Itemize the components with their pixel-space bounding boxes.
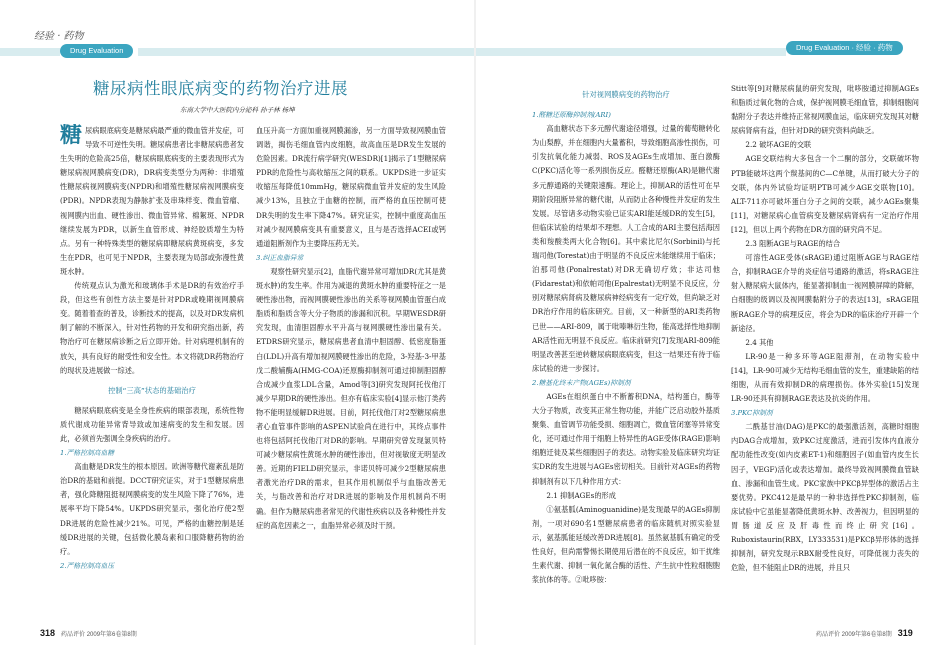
sub-subsection-heading: 2.4 其他	[745, 337, 774, 347]
article-authors: 东南大学中大医院内分泌科 孙子林 杨坤	[180, 106, 295, 114]
page-spine	[474, 0, 476, 645]
subsection-heading: 1.醛糖还原酶抑制剂(ARI)	[532, 111, 611, 120]
subsection-heading: 2.糖基化终末产物(AGEs)抑制剂	[532, 378, 631, 387]
header-band-mid-right	[476, 48, 786, 56]
paragraph: LR-90是一种多环等AGE阻滞剂，在动物实验中[14]，LR-90可减少无结构毛细血管的发生，重建缺陷的结细胞，从而有效抑制DR的病理损伤。体外实验[15]发现LR-90还具有抑制RAGE表达及抗炎的作用。	[731, 351, 919, 404]
paragraph: 尿病眼底病变是糖尿病最严重的微血管并发症，可导致不可逆性失明。糖尿病患者比非糖尿病患者发生失明的危险高25倍，糖尿病眼底病变的主要表现形式为糖尿病视网膜病变(DR)，DR病变类型分为两种：非增殖性糖尿病视网膜病变(NPDR)和增殖性糖尿病视网膜病变(PDR)。NPDR表现为静脉扩张及串珠样变、微血管瘤、视网膜内出血、硬性渗出、微血管异常、棉絮斑、NPDR继续发展为PDR，以新生血管形成、神经胶质增生为特点。另有一种特殊类型的糖尿病即糖尿病黄斑病变，多发生在PDR，也可见于NPDR，主要表现为局部或弥漫性黄斑水肿。	[60, 126, 244, 276]
paragraph: 二酰基甘油(DAG)是PKC的最强激活剂，高糖时细胞内DAG合成增加，致PKC过度激活，进而引发体内血液分配功能性改变(如内皮素ET-1)和细胞因子(如血管内皮生长因子，VEGF)活化或表达增加。最终导致视网膜微血管缺血、渗漏和血管生成。PKC家族中PKCβ异型体的激活占主要优势。PKC412是最早的一种非选择性PKC抑制剂，临床试验中它虽能显著降低黄斑水肿、改善视力，但因明显的胃肠道反应及肝毒性而终止研究[16]。Ruboxistaurin(RBX，LY333531)是PKCβ异形体的选择抑制剂，研究发现示RBX耐受性良好，可降低视力丧失的危险，但不能阻止DR的进展，并且只	[731, 422, 919, 573]
paragraph: 高血糖是DR发生的根本原因。欧洲等糖代谢紊乱是防治DR的基础和前提。DCCT研究证实，对于1型糖尿病患者，强化降糖阻挺视网膜病变的发生风险下降了76%，进展率平均下降54%。UKPDS研究显示，强化治疗使2型DR进展的危险性减少21%。可见，严格的血糖控制是延缓DR进展的关键，包括微化膜岛素和口服降糖药物的治疗。	[60, 462, 244, 556]
text-column-2	[256, 124, 446, 614]
sub-subsection-heading: 2.2 破坏AGE的交联	[745, 140, 812, 150]
drop-cap: 糖	[60, 124, 83, 148]
header-band-mid-left	[138, 48, 474, 56]
page-number-right: 319	[897, 628, 913, 638]
footer-right	[816, 628, 919, 638]
paragraph: 高血糖状态下多元醇代谢途径增强，过量的葡萄糖转化为山梨醇，并在细胞内大量蓄积，导致细胞高渗性损伤，可引发抗氧化能力减弱、ROS及AGEs生成增加、蛋白激酶C(PKC)活化等一系列损伤反应。醛糖还原酶(AR)是糖代谢多元醇通路的关键限速酶。理论上，抑制AR的活性可在早期阶段阻断异常的糖代谢，从而防止各种慢性并发症的发生发展。尽管诸多动物实验已证实ARI能延缓DR的发生[5]，但临床试验的结果却不理想。人工合成的ARI主要包括海因类和羧酸类两大化合物[6]。其中索比尼尔(Sorbinil)与托瑞司他(Torestat)由于明显的不良反应未能继续用于临床；泊那司他(Ponalrestat)对DR无确切疗效；非达司他(Fidarestat)和依帕司他(Epalrestat)无明显不良反应，分别对糖尿病肾病及糖尿病神经病变有一定疗效，但尚缺乏对DR治疗作用的临床研究。目前，又一种新型的ARI类药物已世——ARI-809，属于吡嗪啉衍生物，能高选择性地抑制AR活性而无明显不良反应。临床前研究[7]发现ARI-809能明显改善甚至逆转糖尿病眼底病变，但这一结果还有待于临床试验的进一步探讨。	[532, 124, 720, 373]
journal-info-left: 药品评价 2009年第6卷第8期	[61, 632, 137, 638]
subsection-heading: 2.严格控制高血压	[60, 561, 115, 570]
journal-info-right: 药品评价 2009年第6卷第8期	[816, 632, 892, 638]
paragraph: 糖尿病眼底病变是全身性疾病的眼部表现，系统性物质代谢成功能异常背导致或加速病变的发生和发展。因此，必须首先强调全身疾病的治疗。	[60, 405, 244, 443]
subsection-heading: 1.严格控制高血糖	[60, 449, 115, 458]
footer-left	[34, 628, 137, 638]
paragraph: 可溶性AGE受体(sRAGE)通过阻断AGE与RAGE结合，抑制RAGE介导的炎症信号通路的激活，将sRAGE注射入糖尿病大鼠体内，能显著抑制血一视网膜屏障的降解，白细胞的级调以及视网膜黏附分子的表达[13]，sRAGE阻断RAGE介导的病理反应，将会为DR的临床治疗开辟一个新途径。	[731, 253, 919, 333]
text-column-1	[60, 124, 244, 614]
paragraph: 传统观点认为激光和玻璃体手术是DR的有效治疗手段，但这些有创性方法主要是针对PDR或晚期视网膜病变。随着着查的普及，诊断技术的提高，以及对DR发病机制了解的不断深入，针对性药物的开发和研究指出新，药物治疗可在糖尿病诊断之后立即开始。针对病理机制有的放矢，具有良好的耐受性和安全性。本文将就DR药物治疗的现状及进展做一综述。	[60, 281, 244, 375]
article-title: 糖尿病性眼底病变的药物治疗进展	[93, 79, 348, 98]
header-band-left	[0, 48, 60, 56]
sub-subsection-heading: 2.3 阻断AGE与RAGE的结合	[745, 239, 841, 249]
text-column-3	[532, 82, 720, 614]
paragraph: Stitt等[9]对糖尿病鼠的研究发现，吡哆胺通过抑制AGEs和脂质过氧化物的合成，保护视网膜毛细血管，抑制细胞间黏附分子表达并维持正常视网膜血运，临床研究发现其对糖尿病肾病有益，但针对DR的研究资料尚缺乏。	[731, 84, 919, 136]
sub-subsection-heading: 2.1 抑制AGEs的形成	[546, 490, 616, 500]
subsection-heading: 3.PKC抑制剂	[731, 409, 773, 418]
text-column-4	[731, 82, 919, 614]
paragraph: 血压升高一方面加重视网膜漏渗，另一方面导致视网膜血管调谐，揭伤毛细血管内皮细胞，故高血压是DR发生发展的危险因素。DR流行病学研究(WESDR)[1]揭示了1型糖尿病PDR的危险性与高收缩压之间的联系。UKPDS进一步证实收缩压每降低10mmHg，糖尿病微血管并发症的发生风险减少13%，且独立于血糖的控制，而严格的血压控制可使DR失明的发生率下降47%。研究证实，控制中重度高血压对减少视网膜病变具有重要意义，且与是否选择ACEI或钙通道阻断剂作为主要降压药无关。	[256, 126, 446, 248]
paragraph: 观察性研究显示[2]，血脂代谢异常可增加DR(尤其是黄斑水肿)的发生率。作用为减退的黄斑水肿的重要特征之一是硬性渗出物，而视网膜硬性渗出的关系等视网膜血管蛋白成脂质和脂质含等大分子物质的渗漏和沉积。早期WESDR研究发现，血清胆固醇水平升高与视网膜硬性渗出量有关。ETDRS研究显示，糖尿病患者血清中胆固醇、低密度脂蛋白(LDL)升高有增加视网膜硬性渗出的危险，3-羟基-3-甲基戊二酸辅酶A(HMG-COA)还原酶抑制剂可通过抑制胆固醇合成减少血浆LDL含量，Amod等[3]研究发现阿托伐他汀减少早期DR的硬性渗出。但亦有临床实验[4]显示他汀类药物不能明显缓解DR进展。目前，阿托伐他汀对2型糖尿病患者心血管事件影响的ASPEN试验尚在进行中，其终点事件也将包括阿托伐他汀对DR的影响。早期研究曾发现氯贝特可减少糖尿病性黄斑水肿的硬性渗出，但对视敏度无明显改善。近期的FIELD研究显示，非诺贝特可减少2型糖尿病患者激光治疗DR的需求，但其作用机制似乎与血脂改善无关，与脂改善和治疗对DR进展的影响及作用机制尚不明确。但作为糖尿病患者常见的代谢性疾病以及各种慢性并发症的高危因素之一，血脂异常必须及时干预。	[256, 266, 446, 530]
section-brand: 经验 · 药物	[34, 31, 84, 42]
subsection-heading: 3.纠正血脂异常	[256, 253, 304, 262]
section-heading: 针对视网膜病变的药物治疗	[582, 90, 670, 99]
section-heading: 控制“三高”状态的基础治疗	[108, 385, 196, 395]
paragraph: AGEs在组织蛋白中不断蓄积DNA，结构蛋白，酶等大分子物质，改变其正常生物功能，并能广泛启动胶外基质聚集、血管调节功能受损、细胞凋亡，微血管闭塞等异常变化，还可通过作用于细胞上特异性的AGE受体(RAGE)影响细胞迁徙及某些细胞因子的表达。动物实验及临床研究均证实DR的发生进展与AGEs密切相关。目前针对AGEs的药物抑制剂有以下几种作用方式：	[532, 391, 720, 486]
paragraph: AGE交联结构大多包含一个二酮的部分，交联破坏物PTB能破坏这两个羰基间的C—C单键，从而打破大分子的交联，体内外试验均证明PTB可减少AGE交联物[10]。ALT-711亦可破坏蛋白分子之间的交联，减少AGEs聚集[11]，对糖尿病心血管病变及糖尿病肾病有一定治疗作用[12]，但以上两个药物在DR方面的研究尚不足。	[731, 154, 919, 234]
paragraph: ①氨基胍(Aminoguanidine)是发现最早的AGEs抑制剂，一项对690名1型糖尿病患者的临床随机对照实验显示，氨基胍能延缓改善DR进展[8]。虽然氨基胍有确定的受性良好，但尚需警惕长期使用后潜在的不良反应，如干扰维生素代谢、抑制一氧化氮合酶的活性、产生抗中性粒细胞胞浆抗体的等。②吡哆胺：	[532, 504, 720, 585]
page-number-left: 318	[40, 628, 56, 638]
section-pill-left: Drug Evaluation	[60, 44, 133, 58]
section-pill-right: Drug Evaluation · 经验 · 药物	[786, 41, 903, 55]
